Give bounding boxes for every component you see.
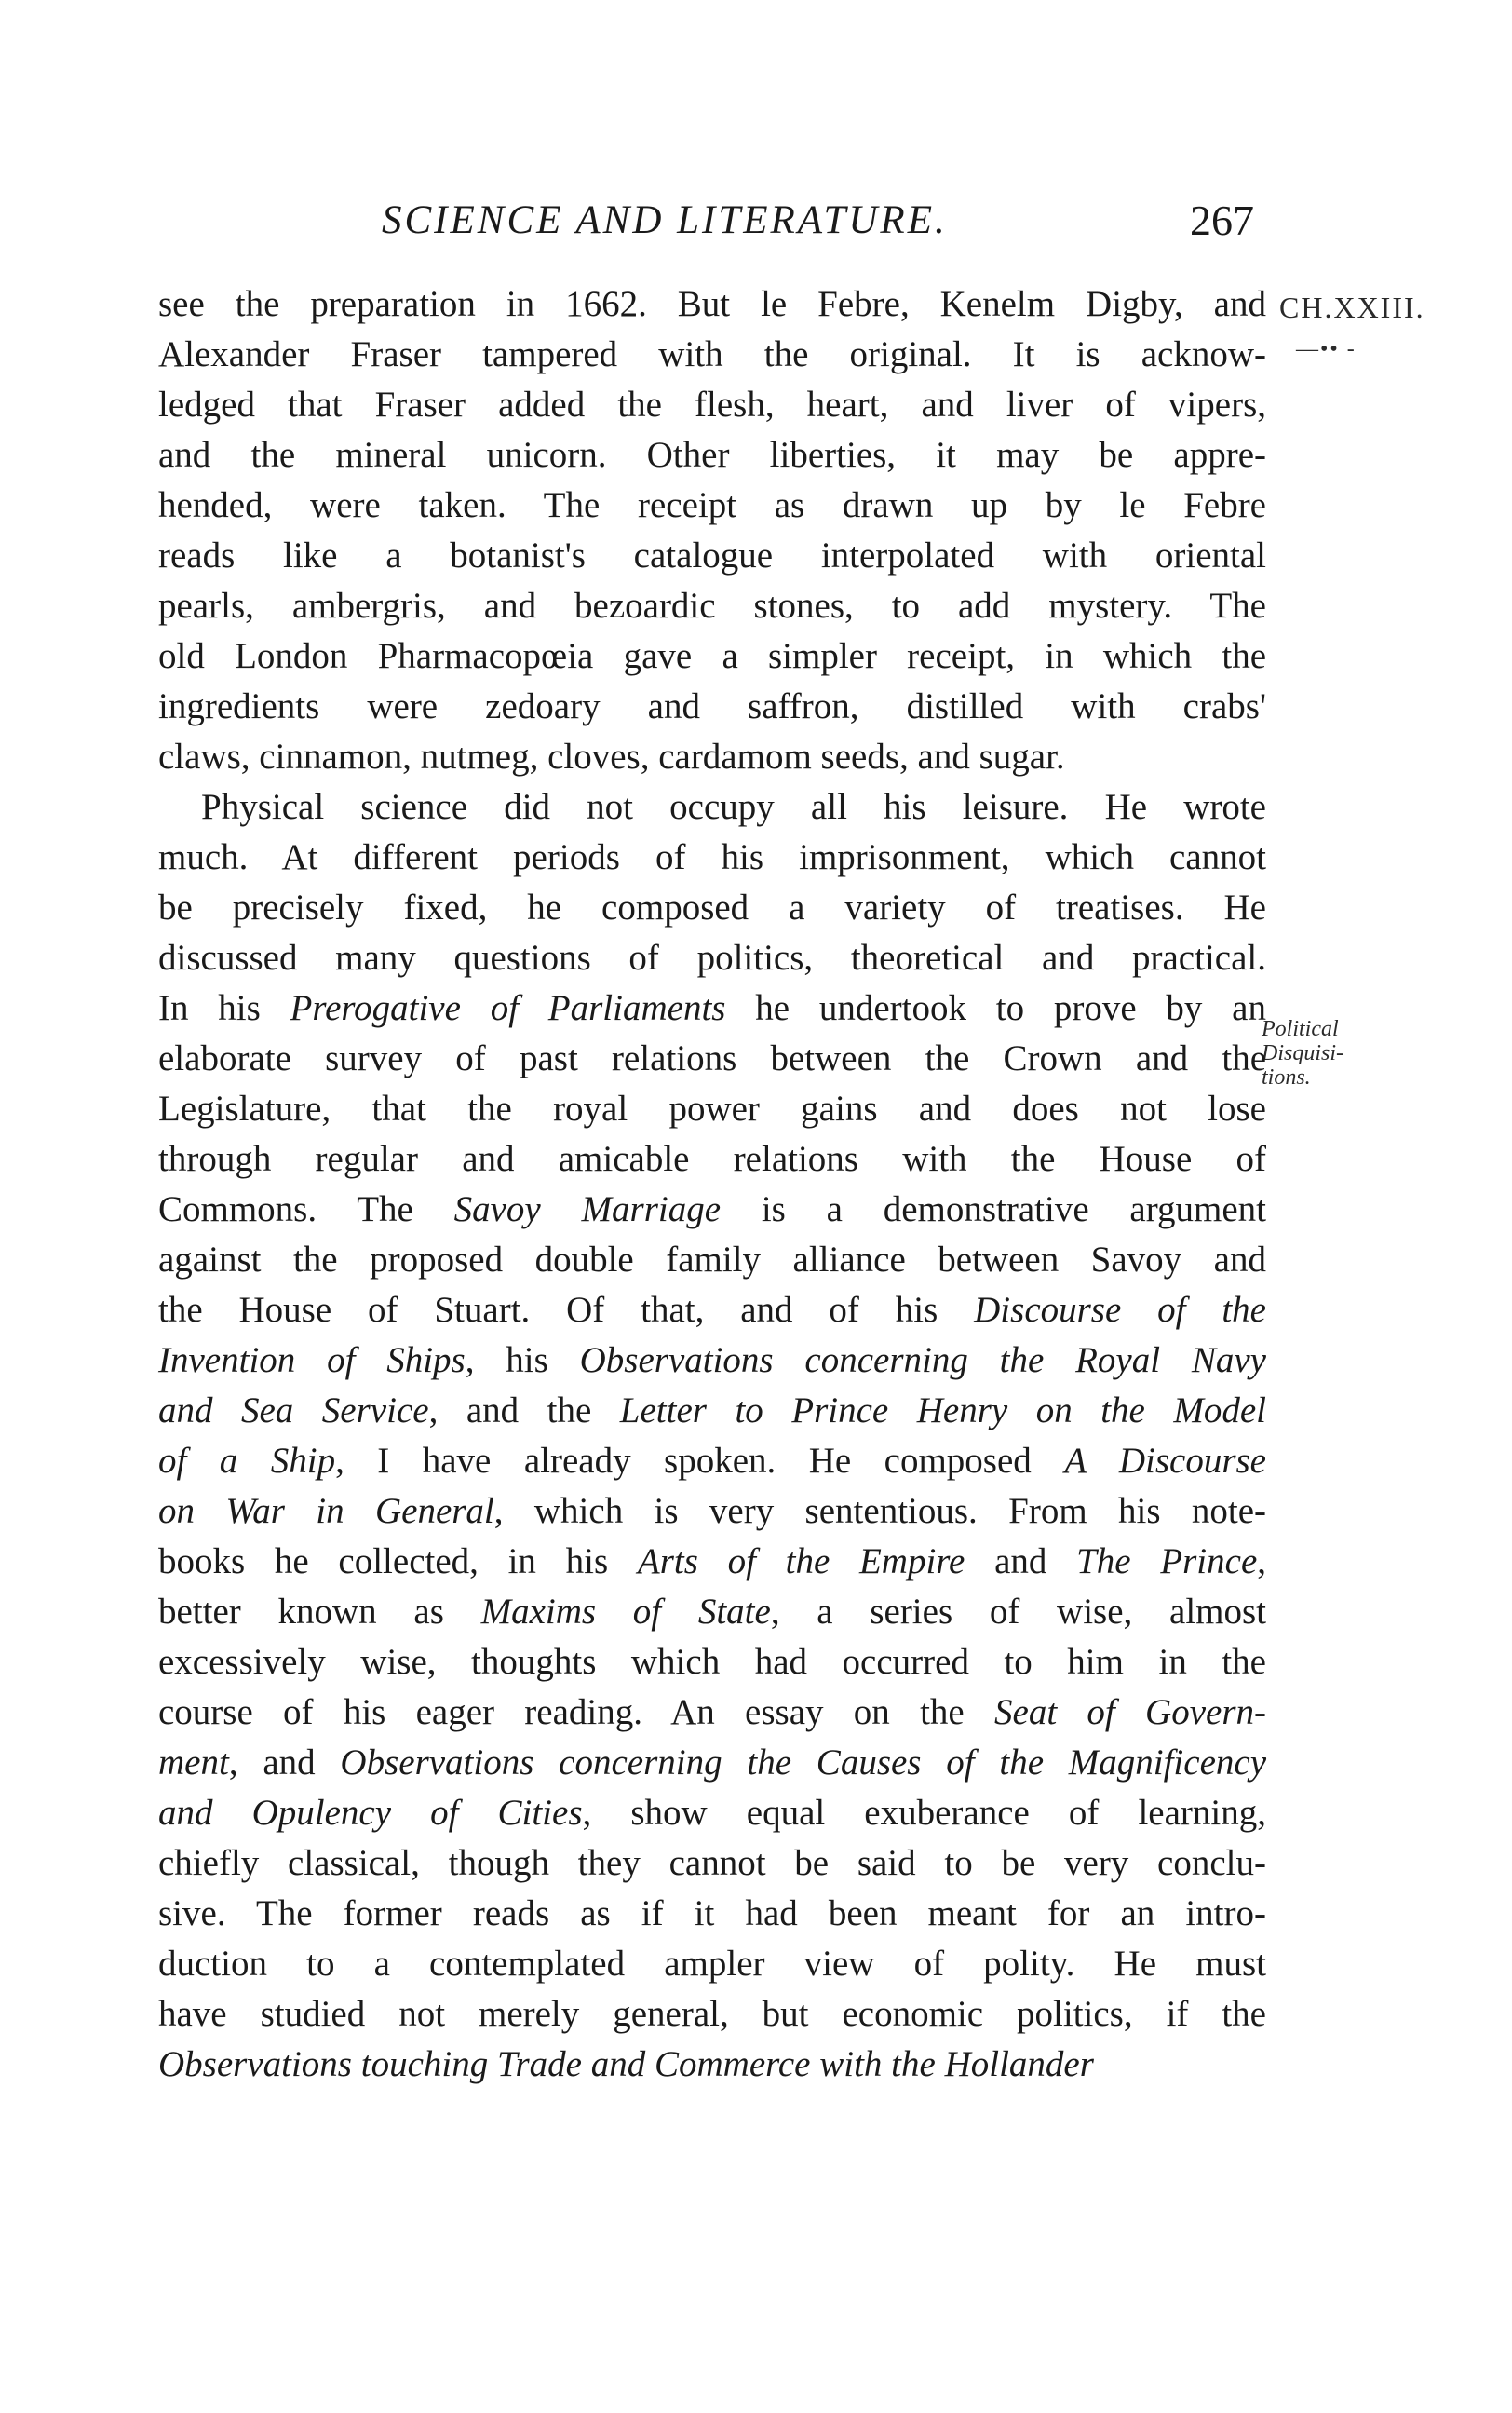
text-line: Alexander Fraser tampered with the original. It is acknow- <box>158 334 1266 374</box>
text-line: hended, were taken. The receipt as drawn up by le Febre <box>158 485 1266 525</box>
marginal-sidenote <box>1262 1017 1373 1090</box>
text-line: Commons. The Savoy Marriage is a demonstrative argument <box>158 1189 1267 1229</box>
text-line: of a Ship, I have already spoken. He composed A Discourse <box>158 1441 1266 1481</box>
text-line: Observations touching Trade and Commerce with the Hollander <box>158 2044 1094 2084</box>
text-line: In his Prerogative of Parliaments he undertook to prove by an <box>158 988 1266 1028</box>
text-line: much. At different periods of his imprisonment, which cannot <box>158 837 1266 877</box>
text-line: have studied not merely general, but economic politics, if the <box>158 1994 1266 2034</box>
text-line: through regular and amicable relations with the House of <box>158 1139 1266 1179</box>
text-line: elaborate survey of past relations between the Crown and the <box>158 1038 1266 1078</box>
text-line: duction to a contemplated ampler view of polity. He must <box>158 1944 1266 1984</box>
text-line: against the proposed double family alliance between Savoy and <box>158 1240 1266 1280</box>
text-line: reads like a botanist's catalogue interpolated with oriental <box>158 535 1266 576</box>
chapter-marker: CH.XXIII. <box>1279 291 1425 324</box>
sidenote-line: Political <box>1262 1017 1339 1041</box>
text-line: the House of Stuart. Of that, and of his Discourse of the <box>158 1290 1266 1330</box>
text-line: and the mineral unicorn. Other liberties, it may be appre- <box>158 435 1266 475</box>
text-line: on War in General, which is very sententious. From his note- <box>158 1491 1267 1531</box>
text-line: claws, cinnamon, nutmeg, cloves, cardamom seeds, and sugar. <box>158 737 1065 777</box>
text-line: chiefly classical, though they cannot be said to be very conclu- <box>158 1843 1266 1883</box>
text-line: Legislature, that the royal power gains and does not lose <box>158 1089 1266 1129</box>
text-line: be precisely fixed, he composed a variety of treatises. He <box>158 888 1266 928</box>
text-line: pearls, ambergris, and bezoardic stones, to add mystery. The <box>158 586 1266 626</box>
text-line: ledged that Fraser added the flesh, heart, and liver of vipers, <box>158 385 1266 425</box>
text-line: and Sea Service, and the Letter to Prince Henry on the Model <box>158 1390 1266 1430</box>
running-head: SCIENCE AND LITERATURE. <box>382 198 948 242</box>
text-line: old London Pharmacopœia gave a simpler receipt, in which the <box>158 636 1266 676</box>
text-line: books he collected, in his Arts of the Empire and The Prince, <box>158 1541 1267 1581</box>
page-number: 267 <box>1190 197 1254 244</box>
text-line: sive. The former reads as if it had been meant for an intro- <box>158 1893 1266 1933</box>
text-line: ment, and Observations concerning the Causes of the Magnificency <box>158 1742 1267 1783</box>
text-line: see the preparation in 1662. But le Febre, Kenelm Digby, and <box>158 284 1266 324</box>
text-line: discussed many questions of politics, theoretical and practical. <box>158 938 1266 978</box>
sidenote-line: Disquisi- <box>1262 1041 1344 1065</box>
text-line: better known as Maxims of State, a series of wise, almost <box>158 1592 1266 1632</box>
sidenote-line: tions. <box>1262 1065 1311 1090</box>
text-line: course of his eager reading. An essay on the Seat of Govern- <box>158 1692 1266 1732</box>
text-line: ingredients were zedoary and saffron, distilled with crabs' <box>158 686 1266 726</box>
text-line: Invention of Ships, his Observations concerning the Royal Navy <box>158 1340 1266 1380</box>
text-line: excessively wise, thoughts which had occurred to him in the <box>158 1642 1266 1682</box>
text-line: and Opulency of Cities, show equal exuberance of learning, <box>158 1793 1266 1833</box>
ornament-mark: —•• - <box>1296 337 1357 361</box>
text-line: Physical science did not occupy all his leisure. He wrote <box>201 787 1266 827</box>
